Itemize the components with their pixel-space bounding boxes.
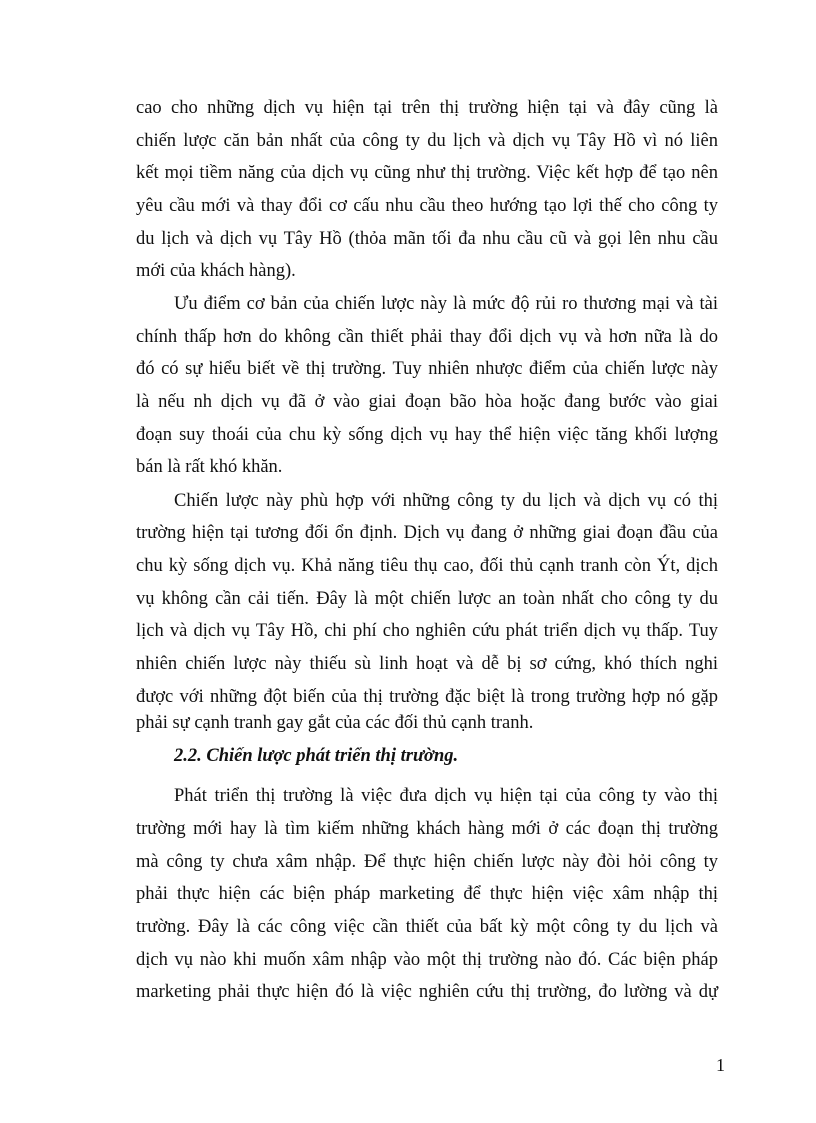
paragraph-1-line-3: kết mọi tiềm năng của dịch vụ cũng như thị trường. Việc kết hợp để tạo nên — [136, 163, 718, 183]
paragraph-4-line-3: mà công ty chưa xâm nhập. Để thực hiện chiến lược này đòi hỏi công ty — [136, 852, 718, 872]
paragraph-2-line-1: Ưu điểm cơ bản của chiến lược này là mức độ rủi ro thương mại và tài — [174, 294, 718, 314]
paragraph-4-line-2: trường mới hay là tìm kiếm những khách hàng mới ở các đoạn thị trường — [136, 819, 718, 839]
paragraph-4-line-4: phải thực hiện các biện pháp marketing để thực hiện việc xâm nhập thị — [136, 884, 718, 904]
paragraph-2-line-6: bán là rất khó khăn. — [136, 457, 283, 477]
paragraph-2-line-4: là nếu nh dịch vụ đã ở vào giai đoạn bão hòa hoặc đang bước vào giai — [136, 392, 718, 412]
paragraph-4-line-7: marketing phải thực hiện đó là việc nghiên cứu thị trường, đo lường và dự — [136, 982, 718, 1002]
paragraph-3-line-6: nhiên chiến lược này thiếu sù linh hoạt và dễ bị sơ cứng, khó thích nghi — [136, 654, 718, 674]
paragraph-3-line-5: lịch và dịch vụ Tây Hồ, chi phí cho nghiên cứu phát triển dịch vụ thấp. Tuy — [136, 621, 718, 641]
paragraph-2-line-3: đó có sự hiểu biết về thị trường. Tuy nhiên nhược điểm của chiến lược này — [136, 359, 718, 379]
paragraph-3-line-8: phải sự cạnh tranh gay gắt của các đối thủ cạnh tranh. — [136, 713, 534, 733]
paragraph-1-line-1: cao cho những dịch vụ hiện tại trên thị trường hiện tại và đây cũng là — [136, 98, 718, 118]
paragraph-3-line-4: vụ không cần cải tiến. Đây là một chiến lược an toàn nhất cho công ty du — [136, 589, 718, 609]
page-number: 1 — [716, 1055, 725, 1075]
paragraph-1-line-4: yêu cầu mới và thay đổi cơ cấu nhu cầu theo hướng tạo lợi thế cho công ty — [136, 196, 718, 216]
paragraph-1-line-6: mới của khách hàng). — [136, 261, 296, 281]
paragraph-3-line-2: trường hiện tại tương đối ổn định. Dịch vụ đang ở những giai đoạn đầu của — [136, 523, 718, 543]
paragraph-3-line-3: chu kỳ sống dịch vụ. Khả năng tiêu thụ cao, đối thủ cạnh tranh còn Ýt, dịch — [136, 556, 718, 576]
paragraph-1-line-2: chiến lược căn bản nhất của công ty du lịch và dịch vụ Tây Hồ vì nó liên — [136, 131, 718, 151]
paragraph-2-line-5: đoạn suy thoái của chu kỳ sống dịch vụ hay thể hiện việc tăng khối lượng — [136, 425, 718, 445]
paragraph-3-line-7: được với những đột biến của thị trường đặc biệt là trong trường hợp nó gặp — [136, 687, 718, 707]
paragraph-4-line-1: Phát triển thị trường là việc đưa dịch vụ hiện tại của công ty vào thị — [174, 786, 718, 806]
section-heading: 2.2. Chiến lược phát triển thị trường. — [174, 746, 459, 766]
paragraph-4-line-5: trường. Đây là các công việc cần thiết của bất kỳ một công ty du lịch và — [136, 917, 718, 937]
paragraph-2-line-2: chính thấp hơn do không cần thiết phải thay đổi dịch vụ và hơn nữa là do — [136, 327, 718, 347]
paragraph-4-line-6: dịch vụ nào khi muốn xâm nhập vào một thị trường nào đó. Các biện pháp — [136, 950, 718, 970]
paragraph-1-line-5: du lịch và dịch vụ Tây Hồ (thỏa mãn tối đa nhu cầu cũ và gọi lên nhu cầu — [136, 229, 718, 249]
paragraph-3-line-1: Chiến lược này phù hợp với những công ty du lịch và dịch vụ có thị — [174, 491, 718, 511]
